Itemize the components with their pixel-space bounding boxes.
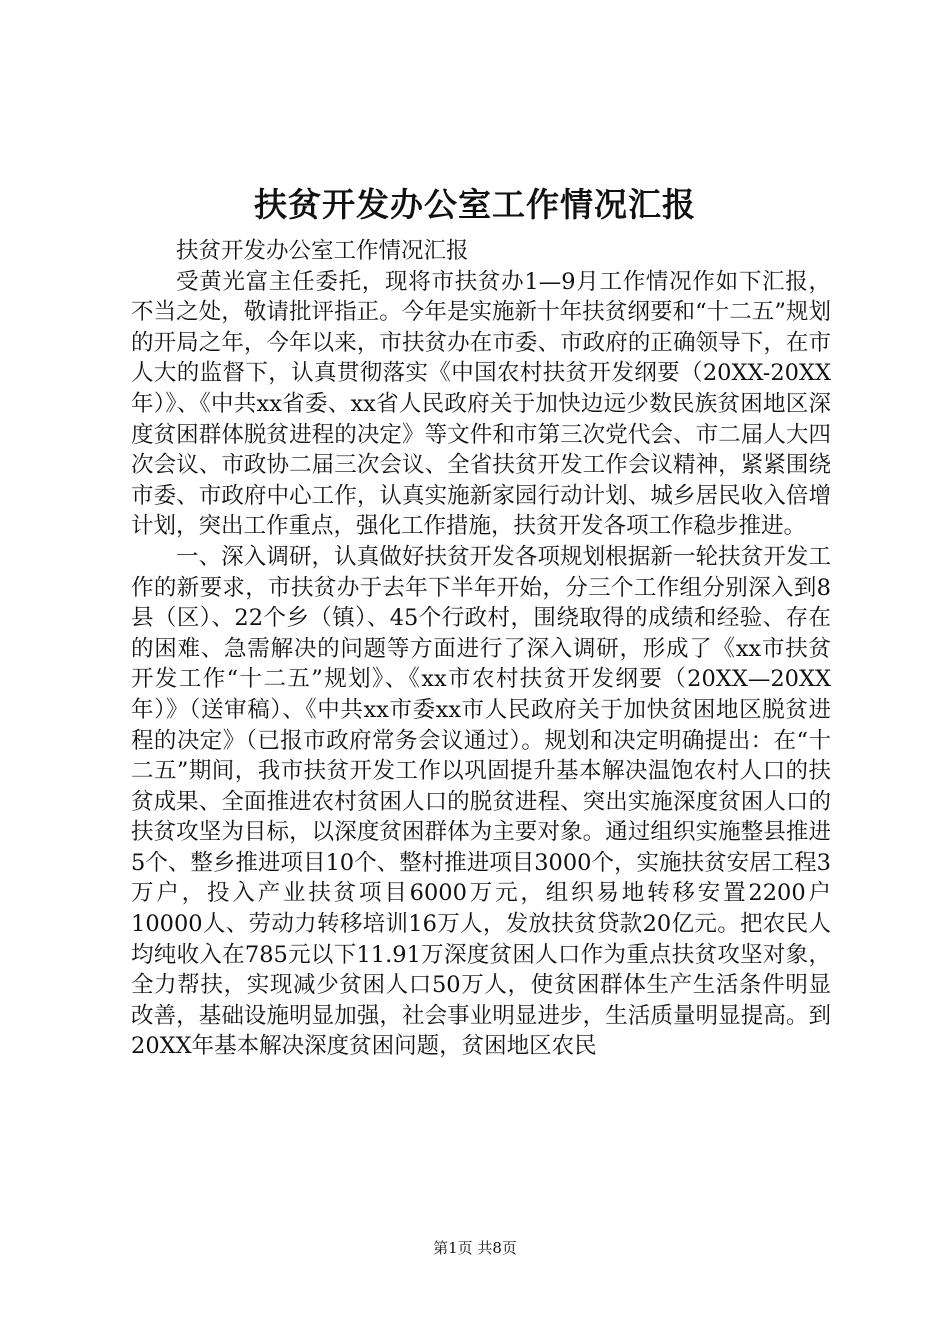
document-title: 扶贫开发办公室工作情况汇报 bbox=[254, 185, 696, 224]
section-one-paragraph: 一、深入调研，认真做好扶贫开发各项规划根据新一轮扶贫开发工作的新要求，市扶贫办于去年下半年开始，分三个工作组分别深入到8县（区）、22个乡（镇）、45个行政村，围绕取得的成绩和经验、存在的困难、急需解决的问题等方面进行了深入调研，形成了《xx市扶贫开发工作“十二五”规划》、《xx市农村扶贫开发纲要（20XX—20XX年）》（送审稿）、《中共xx市委xx市人民政府关于加快贫困地区脱贫进程的决定》（已报市政府常务会议通过）。规划和决定明确提出：在“十二五”期间，我市扶贫开发工作以巩固提升基本解决温饱农村人口的扶贫成果、全面推进农村贫困人口的脱贫进程、突出实施深度贫困人口的扶贫攻坚为目标，以深度贫困群体为主要对象。通过组织实施整县推进5个、整乡推进项目10个、整村推进项目3000个，实施扶贫安居工程3万户，投入产业扶贫项目6000万元，组织易地转移安置2200户10000人、劳动力转移培训16万人，发放扶贫贷款20亿元。把农民人均纯收入在785元以下11.91万深度贫困人口作为重点扶贫攻坚对象，全力帮扶，实现减少贫困人口50万人，使贫困群体生产生活条件明显改善，基础设施明显加强，社会事业明显进步，生活质量明显提高。到20XX年基本解决深度贫困问题，贫困地区农民 bbox=[131, 543, 831, 1060]
intro-paragraph: 受黄光富主任委托，现将市扶贫办1—9月工作情况作如下汇报，不当之处，敬请批评指正。今年是实施新十年扶贫纲要和“十二五”规划的开局之年，今年以来，市扶贫办在市委、市政府的正确领导下，在市人大的监督下，认真贯彻落实《中国农村扶贫开发纲要（20XX-20XX年）》、《中共xx省委、xx省人民政府关于加快边远少数民族贫困地区深度贫困群体脱贫进程的决定》等文件和市第三次党代会、市二届人大四次会议、市政协二届三次会议、全省扶贫开发工作会议精神，紧紧围绕市委、市政府中心工作，认真实施新家园行动计划、城乡居民收入倍增计划，突出工作重点，强化工作措施，扶贫开发各项工作稳步推进。 bbox=[131, 268, 831, 540]
document-body bbox=[131, 236, 831, 1062]
subtitle-paragraph: 扶贫开发办公室工作情况汇报 bbox=[176, 238, 469, 264]
page-footer: 第1页 共8页 bbox=[433, 1239, 517, 1257]
